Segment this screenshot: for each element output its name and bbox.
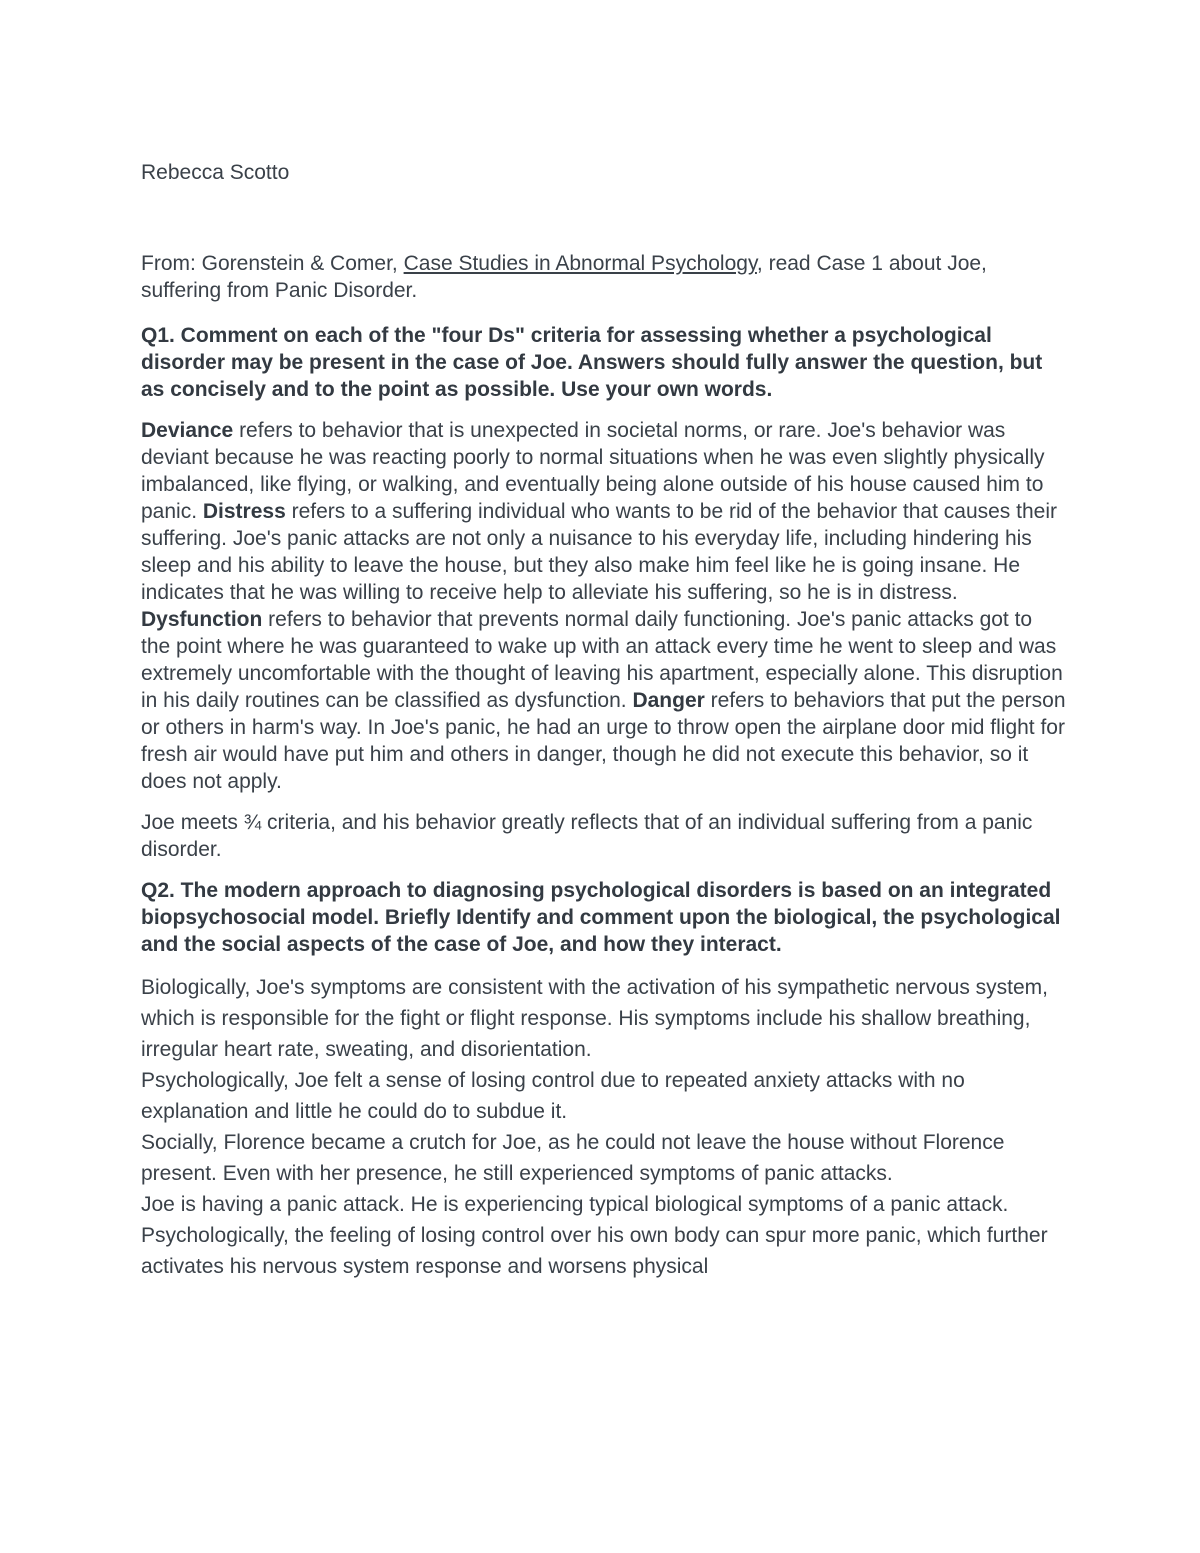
dysfunction-text: refers to behavior that prevents normal daily functioning. Joe's panic attacks got to the point where he was guaranteed to wake up with an attack every time he went to sleep and was extremely uncomfortable with the thought of leaving his apartment, especially alone. This disruption in his daily routines can be classified as dysfunction. [141, 608, 1063, 712]
distress-text: refers to a suffering individual who wants to be rid of the behavior that causes their suffering. Joe's panic attacks are not only a nuisance to his everyday life, including hindering his sleep and his ability to leave the house, but they also make him feel like he is going insane. He indicates that he was willing to receive help to alleviate his suffering, so he is in distress. [141, 500, 1057, 604]
answer-2-interaction: Joe is having a panic attack. He is experiencing typical biological symptoms of a panic attack. Psychologically, the feeling of losing control over his own body can spur more panic, which further activates his nervous system response and worsens physical [141, 1193, 1048, 1278]
source-reference [141, 250, 1066, 304]
question-1: Q1. Comment on each of the "four Ds" criteria for assessing whether a psychological disorder may be present in the case of Joe. Answers should fully answer the question, but as concisely and to the point as possible. Use your own words. [141, 324, 1043, 401]
term-deviance: Deviance [141, 419, 234, 442]
danger-text: refers to behaviors that put the person or others in harm's way. In Joe's panic, he had an urge to throw open the airplane door mid flight for fresh air would have put him and others in danger, though he did not execute this behavior, so it does not apply. [141, 689, 1066, 793]
answer-2 [141, 972, 1066, 1282]
question-2: Q2. The modern approach to diagnosing psychological disorders is based on an integrated biopsychosocial model. Briefly Identify and comment upon the biological, the psychological and the social aspects of the case of Joe, and how they interact. [141, 879, 1061, 956]
term-danger: Danger [632, 689, 705, 712]
answer-2-biological: Biologically, Joe's symptoms are consistent with the activation of his sympathetic nervous system, which is responsible for the fight or flight response. His symptoms include his shallow breathing, irregular heart rate, sweating, and disorientation. [141, 976, 1048, 1061]
answer-1-conclusion: Joe meets ¾ criteria, and his behavior greatly reflects that of an individual suffering from a panic disorder. [141, 811, 1033, 861]
answer-2-social: Socially, Florence became a crutch for Joe, as he could not leave the house without Florence present. Even with her presence, he still experienced symptoms of panic attacks. [141, 1131, 1005, 1185]
deviance-text: refers to behavior that is unexpected in societal norms, or rare. Joe's behavior was deviant because he was reacting poorly to normal situations when he was even slightly physically imbalanced, like flying, or walking, and eventually being alone outside of his house caused him to panic. [141, 419, 1045, 523]
document-body [141, 250, 1066, 1291]
answer-1-paragraph [141, 417, 1066, 795]
book-title: Case Studies in Abnormal Psychology [403, 252, 757, 275]
term-dysfunction: Dysfunction [141, 608, 263, 631]
source-prefix: From: Gorenstein & Comer, [141, 252, 404, 275]
answer-2-psychological: Psychologically, Joe felt a sense of losing control due to repeated anxiety attacks with no explanation and little he could do to subdue it. [141, 1069, 965, 1123]
source-suffix: , read Case 1 about Joe, suffering from Panic Disorder. [141, 252, 987, 302]
term-distress: Distress [202, 500, 286, 523]
author-name: Rebecca Scotto [141, 161, 290, 184]
